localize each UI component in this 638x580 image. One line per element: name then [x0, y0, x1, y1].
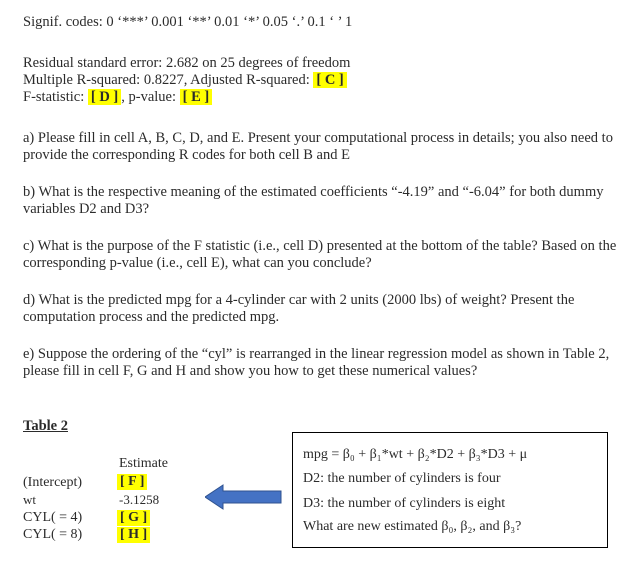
equation-box	[292, 432, 608, 548]
cell-g[interactable]: [ G ]	[117, 510, 150, 526]
table2-header-estimate: Estimate	[119, 456, 168, 471]
residual-line: Residual standard error: 2.682 on 25 degrees of freedom	[23, 55, 351, 71]
table2-label-cyl4: CYL( = 4)	[23, 510, 83, 525]
table2-value-wt: -3.1258	[119, 492, 160, 507]
d3-definition: D3: the number of cylinders is eight	[303, 496, 506, 511]
question-a: a) Please fill in cell A, B, C, D, and E. Present your computational process in details; you also need to provide the corresponding R codes for both cell B and E	[23, 130, 613, 163]
signif-codes: Signif. codes: 0 ‘***’ 0.001 ‘**’ 0.01 ‘*’ 0.05 ‘.’ 0.1 ‘ ’ 1	[23, 14, 353, 30]
question-d: d) What is the predicted mpg for a 4-cylinder car with 2 units (2000 lbs) of weight? Present the computation process and the predicted mpg.	[23, 292, 575, 325]
question-b: b) What is the respective meaning of the estimated coefficients “-4.19” and “-6.04” for both dummy variables D2 and D3?	[23, 184, 604, 217]
p-value-label: , p-value:	[121, 89, 180, 105]
f-statistic-label: F-statistic:	[23, 89, 88, 105]
cell-d[interactable]: [ D ]	[88, 89, 121, 105]
box-question: What are new estimated β₀, β₂, and β₃?	[303, 519, 522, 534]
cell-e[interactable]: [ E ]	[180, 89, 213, 105]
cell-f[interactable]: [ F ]	[117, 474, 147, 490]
r-squared-text: Multiple R-squared: 0.8227, Adjusted R-squared:	[23, 72, 314, 88]
question-c: c) What is the purpose of the F statistic (i.e., cell D) presented at the bottom of the table? Based on the corresponding p-value (i.e., cell E), what can you conclude?	[23, 238, 617, 271]
model-equation: mpg = β₀ + β₁*wt + β₂*D2 + β₃*D3 + μ	[303, 447, 528, 462]
table2-label-intercept: (Intercept)	[23, 475, 83, 490]
table2-title: Table 2	[23, 418, 68, 434]
f-statistic-line	[23, 89, 212, 106]
left-arrow-icon	[205, 484, 283, 510]
d2-definition: D2: the number of cylinders is four	[303, 471, 501, 486]
cell-h[interactable]: [ H ]	[117, 527, 150, 543]
question-e: e) Suppose the ordering of the “cyl” is rearranged in the linear regression model as shown in Table 2, please fill in cell F, G and H and show you how to get these numerical values?	[23, 346, 610, 379]
table2-label-cyl8: CYL( = 8)	[23, 527, 83, 542]
table2-label-wt: wt	[23, 492, 36, 507]
r-squared-line	[23, 72, 347, 89]
cell-c[interactable]: [ C ]	[313, 72, 346, 88]
